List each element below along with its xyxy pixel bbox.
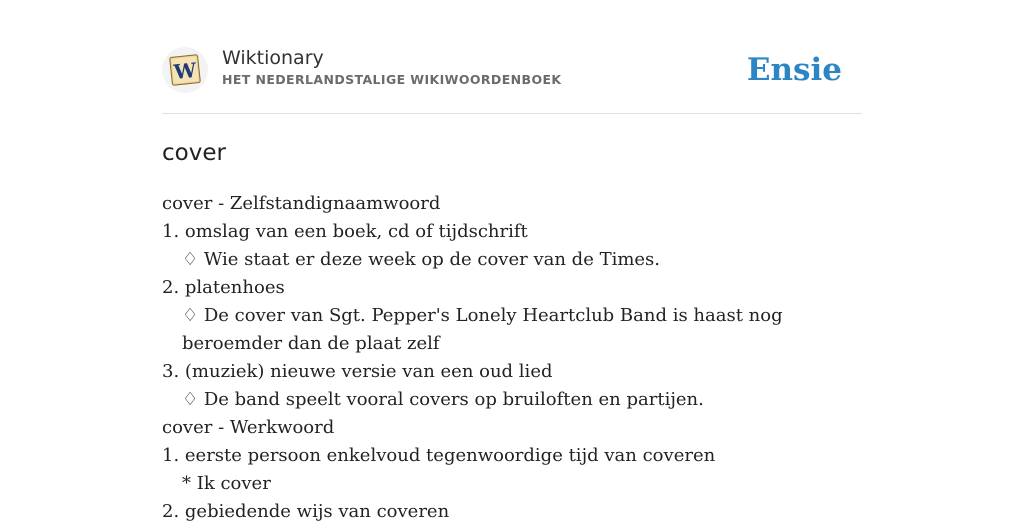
page-container — [162, 0, 862, 526]
wiktionary-logo-icon — [165, 50, 205, 90]
definition-line: 3. (muziek) nieuwe versie van een oud lied — [162, 361, 553, 382]
brand-block — [222, 46, 562, 89]
site-header — [162, 0, 862, 114]
definition-line: 1. eerste persoon enkelvoud tegenwoordige tijd van coveren — [162, 445, 716, 466]
brand-tagline: HET NEDERLANDSTALIGE WIKIWOORDENBOEK — [222, 72, 562, 87]
definition-content — [162, 190, 862, 526]
logo-letter: W — [172, 57, 198, 85]
definition-line: cover - Werkwoord — [162, 417, 335, 438]
page-title: cover — [162, 140, 226, 166]
ensie-logo-link[interactable]: Ensie — [746, 52, 842, 88]
definition-line: 2. gebiedende wijs van coveren — [162, 501, 450, 522]
definition-line: cover - Zelfstandignaamwoord — [162, 193, 441, 214]
definition-line: 2. platenhoes — [162, 277, 285, 298]
example-line: * Ik cover — [182, 473, 271, 494]
wiktionary-logo[interactable] — [162, 47, 208, 93]
brand-name[interactable]: Wiktionary — [222, 47, 324, 69]
definition-line: 1. omslag van een boek, cd of tijdschrift — [162, 221, 528, 242]
example-line: ♢ Wie staat er deze week op de cover van de Times. — [182, 249, 661, 270]
example-line: ♢ De band speelt vooral covers op bruiloften en partijen. — [182, 389, 704, 410]
example-line: ♢ De cover van Sgt. Pepper's Lonely Heartclub Band is haast nog beroemder dan de plaat zelf — [182, 305, 783, 354]
